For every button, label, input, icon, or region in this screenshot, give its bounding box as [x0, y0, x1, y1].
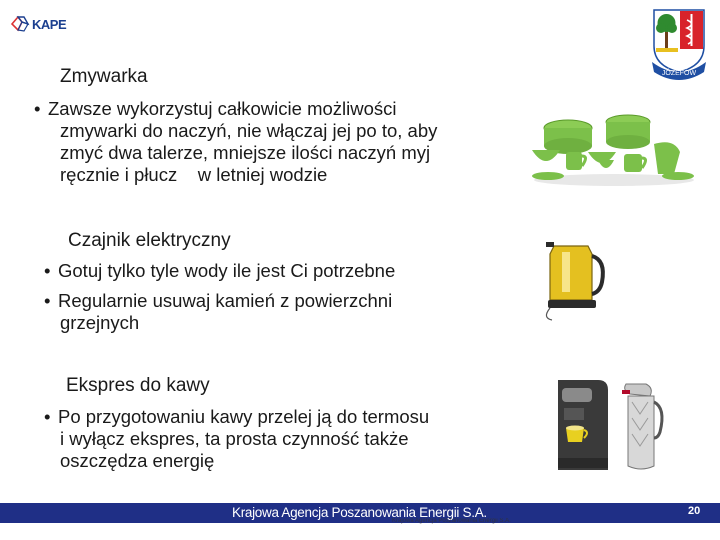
bullet-czajnik-1 — [44, 260, 395, 282]
bullet-line-text: zmywarki do naczyń, nie włączaj jej po to, aby — [60, 120, 438, 141]
bullet-line-text: ręcznie i płucz w letniej wodzie — [60, 164, 328, 185]
bullet-line-text: i wyłącz ekspres, ta prosta czynność także — [60, 428, 409, 449]
electric-kettle-image — [540, 238, 610, 324]
kape-logo-icon — [10, 14, 32, 34]
page-number: 20 — [688, 505, 701, 517]
bullet-line-text: zmyć dwa talerze, mniejsze ilości naczyń myj — [60, 142, 431, 163]
jozefow-crest-icon — [650, 6, 708, 80]
coffee-machine-thermos-image — [548, 372, 668, 482]
green-dishes-image — [528, 100, 700, 190]
bullet-marker: • — [44, 290, 51, 311]
bullet-line-text: oszczędza energię — [60, 450, 215, 471]
bullet-ekspres — [44, 406, 429, 472]
section-heading-zmywarka: Zmywarka — [60, 66, 148, 87]
footer-organization-small: Krajowa Agencja Poszanowania Energii S.A. — [392, 518, 511, 524]
bullet-marker: • — [44, 406, 51, 427]
section-heading-ekspres: Ekspres do kawy — [66, 375, 210, 396]
footer-organization: Krajowa Agencja Poszanowania Energii S.A. — [232, 505, 487, 520]
section-heading-czajnik: Czajnik elektryczny — [68, 230, 231, 251]
bullet-line-text: Po przygotowaniu kawy przelej ją do termosu — [58, 406, 430, 427]
kape-logo — [10, 12, 80, 38]
bullet-line-text: Zawsze wykorzystuj całkowicie możliwości — [48, 98, 397, 119]
bullet-zmywarka — [34, 98, 437, 186]
crest-ribbon-text: JÓZEFÓW — [661, 70, 697, 77]
bullet-line-text: Gotuj tylko tyle wody ile jest Ci potrzebne — [58, 260, 396, 281]
bullet-czajnik-2 — [44, 290, 392, 334]
bullet-marker: • — [44, 260, 51, 281]
logo-text: KAPE — [32, 17, 67, 32]
bullet-marker: • — [34, 98, 41, 119]
bullet-line-text: Regularnie usuwaj kamień z powierzchni — [58, 290, 393, 311]
bullet-line-text: grzejnych — [60, 312, 140, 333]
